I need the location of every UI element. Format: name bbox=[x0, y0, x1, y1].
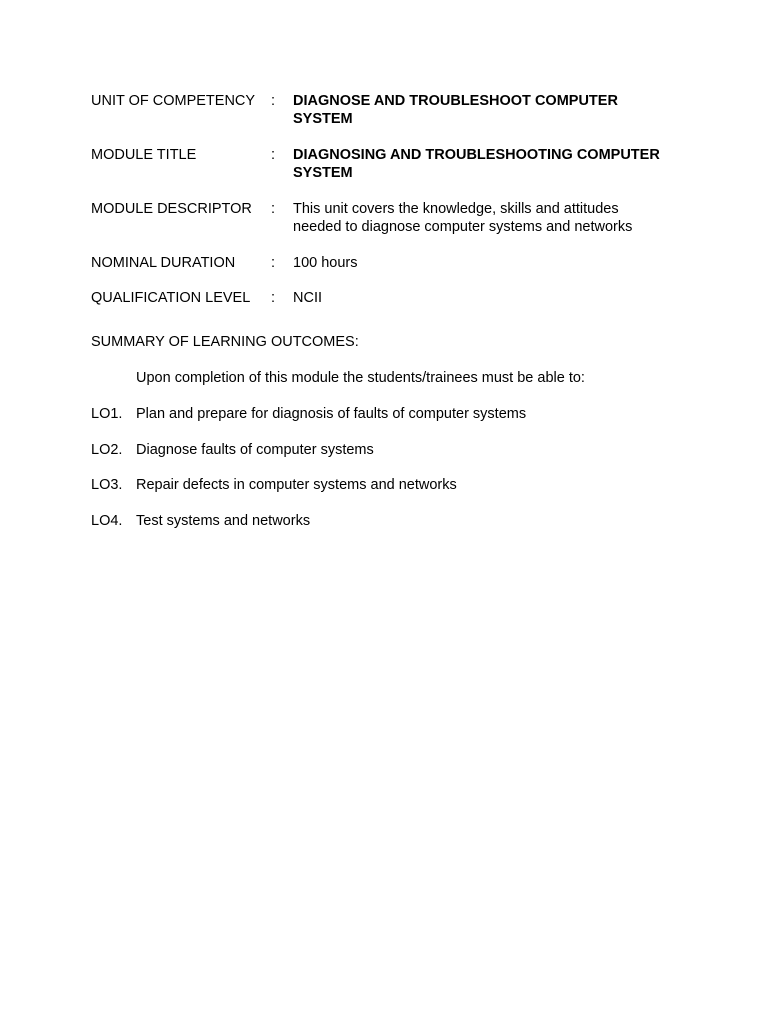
nominal-duration-colon: : bbox=[271, 255, 276, 271]
module-descriptor-value-line1: This unit covers the knowledge, skills and attitudes bbox=[293, 201, 619, 217]
summary-intro: Upon completion of this module the students/trainees must be able to: bbox=[136, 370, 585, 386]
summary-heading: SUMMARY OF LEARNING OUTCOMES: bbox=[91, 334, 359, 350]
module-descriptor-colon: : bbox=[271, 201, 276, 217]
qualification-level-colon: : bbox=[271, 290, 276, 306]
module-descriptor-value bbox=[293, 200, 693, 236]
learning-outcome-text: Plan and prepare for diagnosis of faults of computer systems bbox=[136, 406, 527, 422]
nominal-duration-value: 100 hours bbox=[293, 255, 358, 271]
unit-of-competency-value-line1: DIAGNOSE AND TROUBLESHOOT COMPUTER bbox=[293, 93, 618, 109]
module-title-value bbox=[293, 146, 693, 182]
learning-outcome-text: Diagnose faults of computer systems bbox=[136, 442, 374, 458]
module-title-colon: : bbox=[271, 147, 276, 163]
module-title-value-line1: DIAGNOSING AND TROUBLESHOOTING COMPUTER bbox=[293, 147, 660, 163]
learning-outcome-text: Test systems and networks bbox=[136, 513, 311, 529]
learning-outcome-text: Repair defects in computer systems and networks bbox=[136, 477, 457, 493]
unit-of-competency-label: UNIT OF COMPETENCY bbox=[91, 93, 256, 109]
unit-of-competency-colon: : bbox=[271, 93, 276, 109]
learning-outcome-code: LO2. bbox=[91, 442, 123, 458]
module-title-value-line2: SYSTEM bbox=[293, 165, 353, 181]
unit-of-competency-value-line2: SYSTEM bbox=[293, 111, 353, 127]
learning-outcome-code: LO3. bbox=[91, 477, 123, 493]
learning-outcome-code: LO1. bbox=[91, 406, 123, 422]
learning-outcome-code: LO4. bbox=[91, 513, 123, 529]
qualification-level-label: QUALIFICATION LEVEL bbox=[91, 290, 251, 306]
nominal-duration-label: NOMINAL DURATION bbox=[91, 255, 236, 271]
qualification-level-value: NCII bbox=[293, 290, 322, 306]
module-descriptor-value-line2: needed to diagnose computer systems and networks bbox=[293, 219, 633, 235]
module-descriptor-label: MODULE DESCRIPTOR bbox=[91, 201, 252, 217]
unit-of-competency-value bbox=[293, 92, 693, 128]
module-title-label: MODULE TITLE bbox=[91, 147, 197, 163]
